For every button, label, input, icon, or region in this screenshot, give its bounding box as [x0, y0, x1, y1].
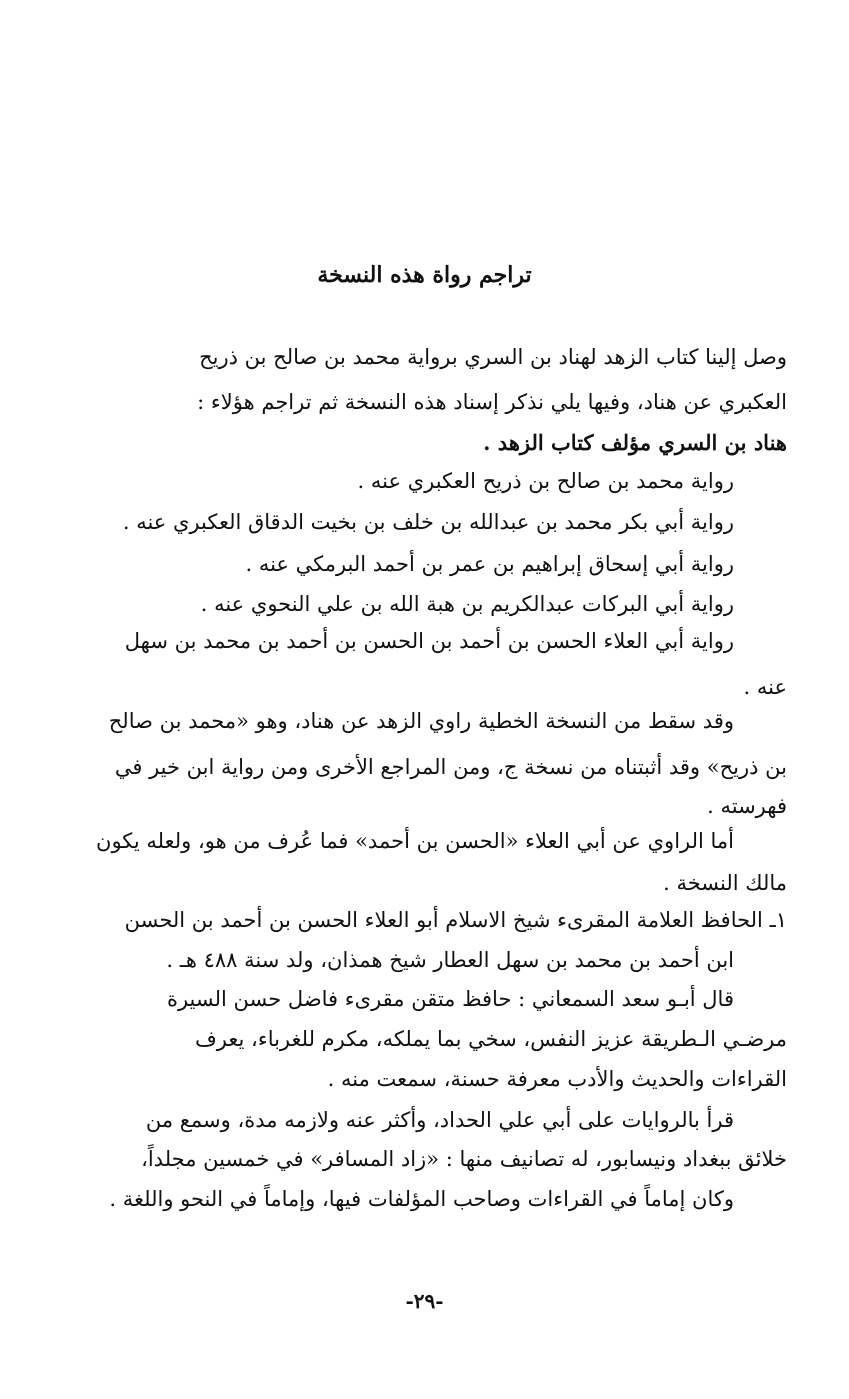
text-line: عنه .	[743, 675, 787, 699]
text-line: رواية أبي بكر محمد بن عبدالله بن خلف بن بخيت الدقاق العكبري عنه .	[122, 510, 734, 534]
text-line: ١ـ الحافظ العلامة المقرىء شيخ الاسلام أبو العلاء الحسن بن أحمد بن الحسن	[124, 908, 787, 932]
text-line: وكان إماماً في القراءات وصاحب المؤلفات فيها، وإماماً في النحو واللغة .	[109, 1187, 734, 1211]
text-line: وصل إلينا كتاب الزهد لهناد بن السري برواية محمد بن صالح بن ذريح	[199, 345, 787, 369]
text-line: أما الراوي عن أبي العلاء «الحسن بن أحمد» فما عُرف من هو، ولعله يكون	[96, 829, 734, 853]
text-line: قال أبـو سعد السمعاني : حافظ متقن مقرىء فاضل حسن السيرة	[166, 987, 734, 1011]
text-line: بن ذريح» وقد أثبتناه من نسخة ج، ومن المراجع الأخرى ومن رواية ابن خير في	[114, 755, 787, 779]
text-line: رواية محمد بن صالح بن ذريح العكبري عنه .	[357, 469, 734, 493]
text-line: خلائق ببغداد ونيسابور، له تصانيف منها : «زاد المسافر» في خمسين مجلداً،	[141, 1147, 787, 1171]
text-line: العكبري عن هناد، وفيها يلي نذكر إسناد هذه النسخة ثم تراجم هؤلاء :	[197, 390, 787, 414]
page-number: -٢٩-	[405, 1289, 444, 1313]
text-line: فهرسته .	[707, 794, 787, 818]
section-title: تراجم رواة هذه النسخة	[317, 262, 532, 288]
text-line: مرضـي الـطريقة عزيز النفس، سخي بما يملكه، مكرم للغرباء، يعرف	[195, 1027, 787, 1051]
text-line: وقد سقط من النسخة الخطية راوي الزهد عن هناد، وهو «محمد بن صالح	[108, 709, 734, 733]
text-line: رواية أبي البركات عبدالكريم بن هبة الله بن علي النحوي عنه .	[200, 592, 734, 616]
text-line: رواية أبي إسحاق إبراهيم بن عمر بن أحمد البرمكي عنه .	[245, 552, 734, 576]
text-line: القراءات والحديث والأدب معرفة حسنة، سمعت منه .	[327, 1067, 787, 1091]
text-line: رواية أبي العلاء الحسن بن أحمد بن الحسن بن أحمد بن محمد بن سهل	[124, 629, 734, 653]
text-line: ابن أحمد بن محمد بن سهل العطار شيخ همذان، ولد سنة ٤٨٨ هـ .	[166, 948, 734, 972]
text-line: قرأ بالروايات على أبي علي الحداد، وأكثر عنه ولازمه مدة، وسمع من	[145, 1108, 734, 1132]
text-line: هناد بن السري مؤلف كتاب الزهد .	[483, 430, 787, 455]
text-line: مالك النسخة .	[663, 871, 787, 895]
